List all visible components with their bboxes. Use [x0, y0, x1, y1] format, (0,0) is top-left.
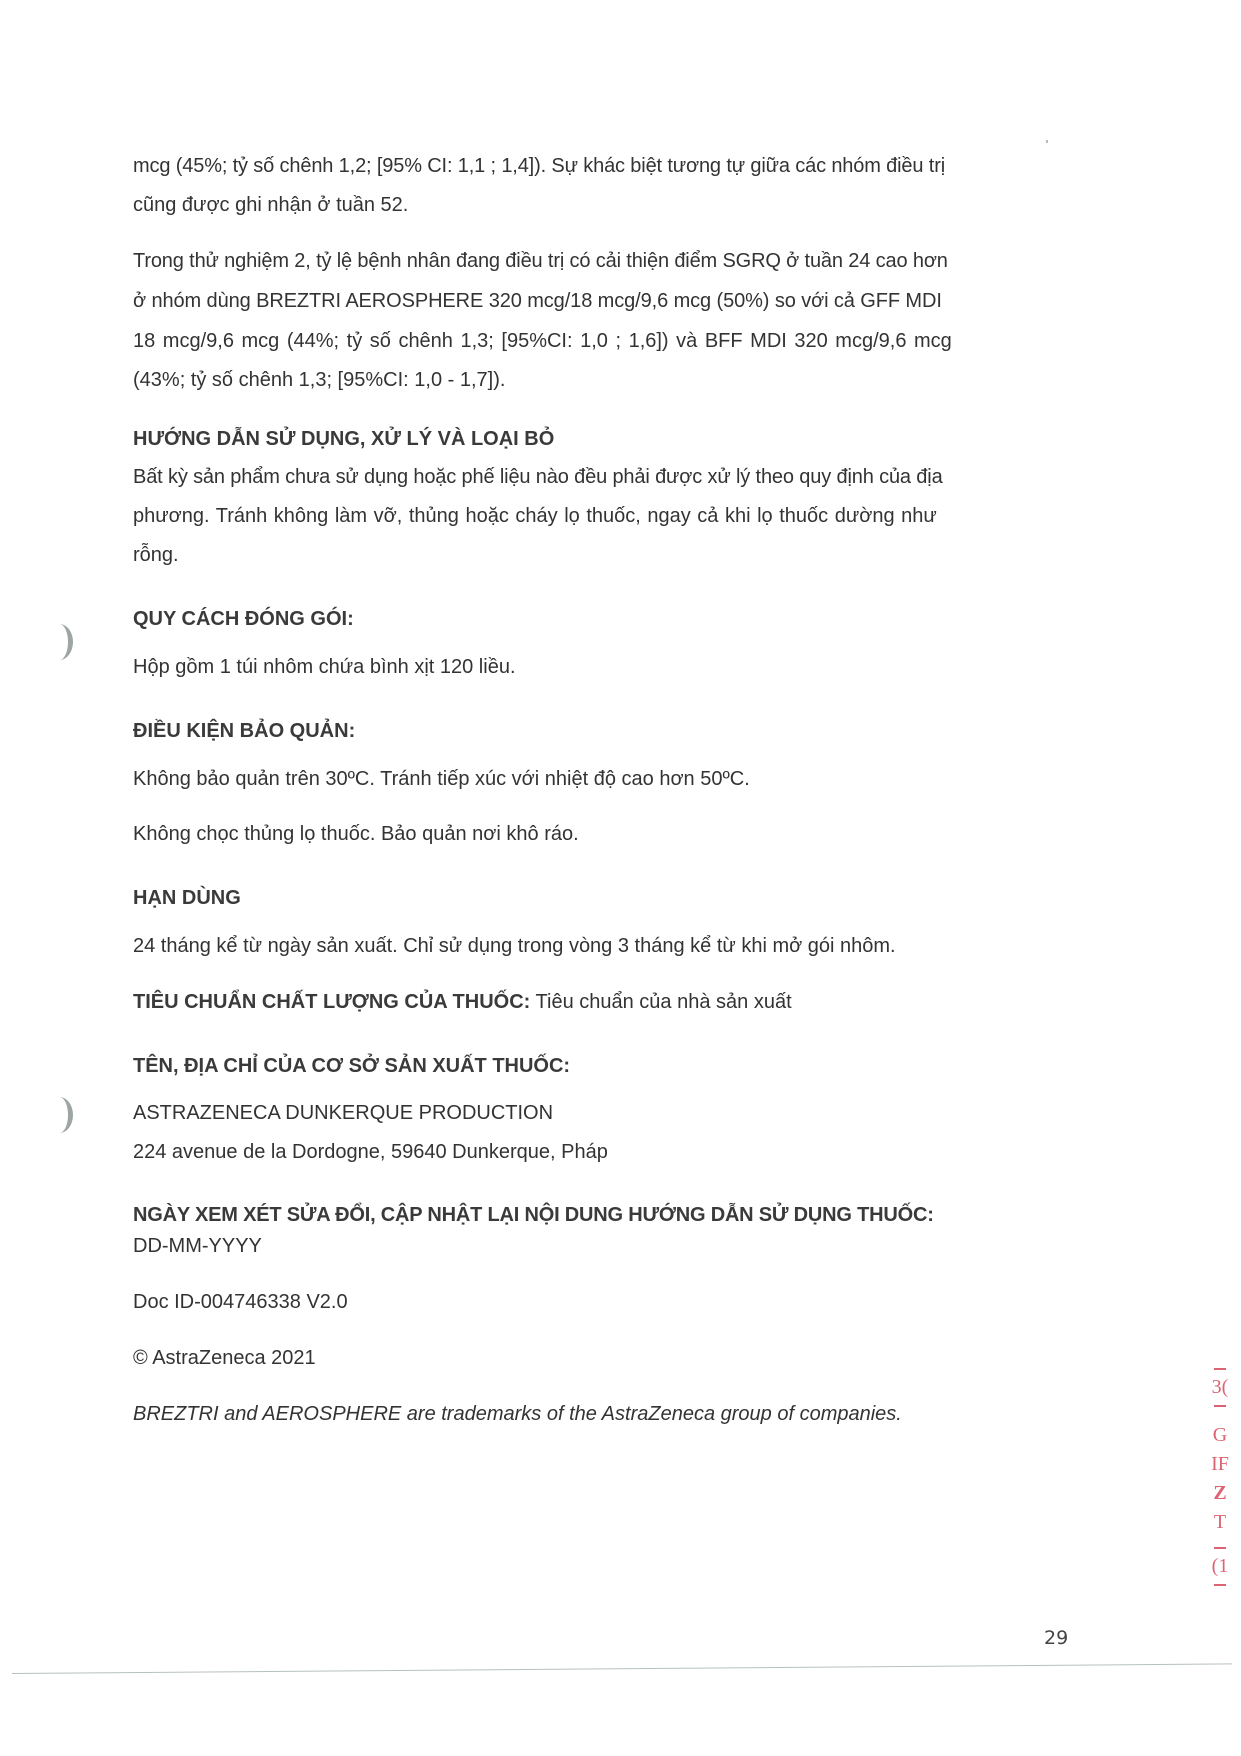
stamp-fragment: IF [1211, 1453, 1229, 1475]
revision-date: DD-MM-YYYY [133, 1235, 262, 1257]
shelf-life-text: 24 tháng kể từ ngày sản xuất. Chỉ sử dụng trong vòng 3 tháng kể từ khi mở gói nhôm. [133, 935, 896, 957]
paragraph-1-line-2: cũng được ghi nhận ở tuần 52. [133, 194, 409, 216]
quality-standard [133, 991, 792, 1014]
doc-id: Doc ID-004746338 V2.0 [133, 1291, 348, 1313]
copyright: © AstraZeneca 2021 [133, 1347, 316, 1369]
footer-divider [12, 1663, 1232, 1674]
stamp-bar [1214, 1368, 1226, 1370]
storage-heading: ĐIỀU KIỆN BẢO QUẢN: [133, 720, 356, 742]
storage-line-1: Không bảo quản trên 30ºC. Tránh tiếp xúc với nhiệt độ cao hơn 50ºC. [133, 768, 750, 790]
stamp-fragment: (1 [1211, 1555, 1229, 1577]
disposal-heading: HƯỚNG DẪN SỬ DỤNG, XỬ LÝ VÀ LOẠI BỎ [133, 428, 555, 450]
paragraph-2-line-3: 18 mcg/9,6 mcg (44%; tỷ số chênh 1,3; [95%CI: 1,0 ; 1,6]) và BFF MDI 320 mcg/9,6 mcg [133, 330, 952, 352]
stamp-fragment: Z [1213, 1482, 1227, 1504]
stamp-fragment: T [1213, 1511, 1227, 1533]
disposal-line-2: phương. Tránh không làm vỡ, thủng hoặc cháy lọ thuốc, ngay cả khi lọ thuốc dường như [133, 505, 937, 527]
paragraph-2-line-2: ở nhóm dùng BREZTRI AEROSPHERE 320 mcg/18 mcg/9,6 mcg (50%) so với cả GFF MDI [133, 290, 942, 312]
stamp-fragment: 3( [1211, 1376, 1229, 1398]
scan-speck [1046, 140, 1048, 143]
paragraph-1-line-1: mcg (45%; tỷ số chênh 1,2; [95% CI: 1,1 ; 1,4]). Sự khác biệt tương tự giữa các nhóm điều trị [133, 155, 945, 177]
stamp-fragment: G [1212, 1424, 1228, 1446]
stamp-bar [1214, 1547, 1226, 1549]
disposal-line-3: rỗng. [133, 544, 179, 566]
packaging-text: Hộp gồm 1 túi nhôm chứa bình xịt 120 liều. [133, 656, 516, 678]
packaging-heading: QUY CÁCH ĐÓNG GÓI: [133, 608, 354, 630]
manufacturer-name: ASTRAZENECA DUNKERQUE PRODUCTION [133, 1102, 554, 1124]
punch-hole-mark [46, 624, 73, 660]
manufacturer-heading: TÊN, ĐỊA CHỈ CỦA CƠ SỞ SẢN XUẤT THUỐC: [133, 1055, 571, 1077]
revision-heading: NGÀY XEM XÉT SỬA ĐỔI, CẬP NHẬT LẠI NỘI DUNG HƯỚNG DẪN SỬ DỤNG THUỐC: [133, 1204, 934, 1226]
paragraph-2-line-1: Trong thử nghiệm 2, tỷ lệ bệnh nhân đang điều trị có cải thiện điểm SGRQ ở tuần 24 cao hơn [133, 250, 948, 272]
trademark-notice: BREZTRI and AEROSPHERE are trademarks of the AstraZeneca group of companies. [133, 1403, 902, 1425]
page-number: 29 [1044, 1627, 1069, 1649]
quality-standard-label: TIÊU CHUẨN CHẤT LƯỢNG CỦA THUỐC: [133, 991, 531, 1013]
quality-standard-value: Tiêu chuẩn của nhà sản xuất [535, 991, 792, 1013]
stamp-bar [1214, 1405, 1226, 1407]
shelf-life-heading: HẠN DÙNG [133, 887, 241, 909]
storage-line-2: Không chọc thủng lọ thuốc. Bảo quản nơi khô ráo. [133, 823, 579, 845]
manufacturer-address: 224 avenue de la Dordogne, 59640 Dunkerque, Pháp [133, 1141, 608, 1163]
punch-hole-mark [46, 1097, 73, 1133]
disposal-line-1: Bất kỳ sản phẩm chưa sử dụng hoặc phế liệu nào đều phải được xử lý theo quy định của địa [133, 466, 943, 488]
red-stamp [1205, 1365, 1235, 1589]
stamp-bar [1214, 1584, 1226, 1586]
paragraph-2-line-4: (43%; tỷ số chênh 1,3; [95%CI: 1,0 - 1,7]). [133, 369, 506, 391]
